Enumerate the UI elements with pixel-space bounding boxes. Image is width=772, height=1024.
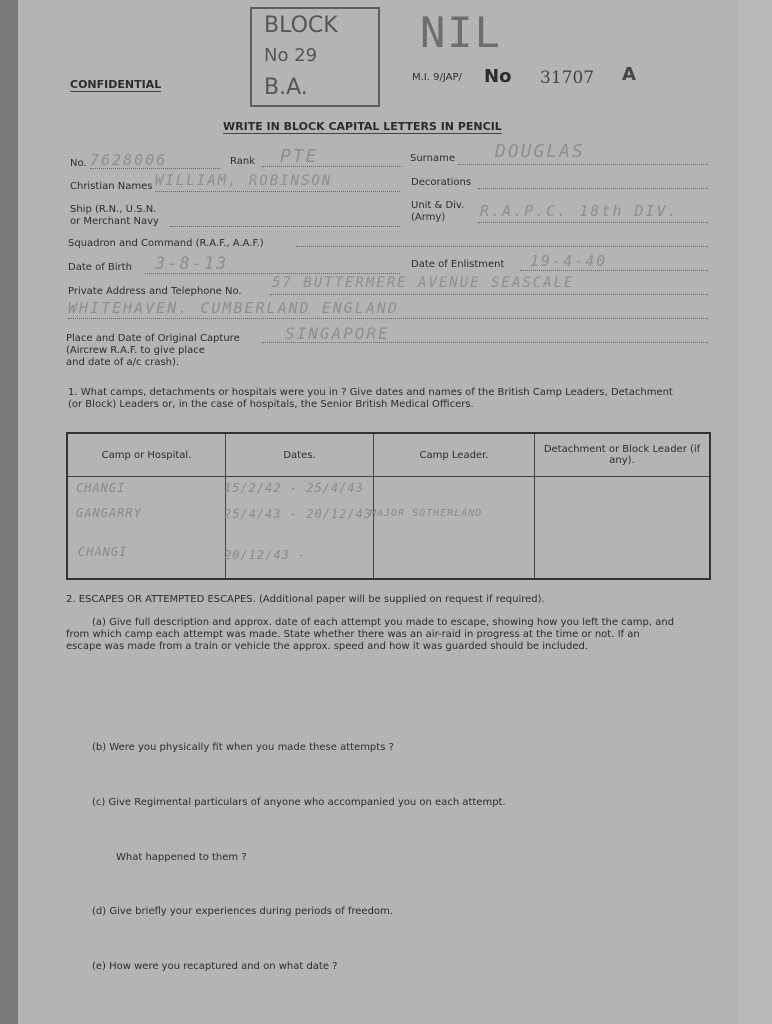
squadron-line <box>296 246 708 247</box>
surname-value: DOUGLAS <box>495 141 585 162</box>
section2-e: (e) How were you recaptured and on what date ? <box>92 961 338 972</box>
col-detachment-header: Detachment or Block Leader (if any). <box>535 433 711 477</box>
dob-line <box>145 273 400 274</box>
row2-leader: MAJOR SOTHERLAND <box>370 508 483 519</box>
no-label: No. <box>70 158 87 169</box>
camps-table <box>66 432 711 580</box>
ref-number: 31707 <box>540 68 595 88</box>
no-value: 7628006 <box>90 151 168 169</box>
address-line-1 <box>270 294 708 295</box>
enlistment-line <box>520 270 708 271</box>
squadron-label: Squadron and Command (R.A.F., A.A.F.) <box>68 238 264 249</box>
instruction-heading: WRITE IN BLOCK CAPITAL LETTERS IN PENCIL <box>223 120 502 133</box>
ref-prefix: M.I. 9/JAP/ <box>412 72 462 83</box>
row2-dates: 25/4/43 - 20/12/43 <box>224 507 373 521</box>
section1-line-2: (or Block) Leaders or, in the case of hospitals, the Senior British Medical Officers. <box>68 399 474 410</box>
row1-camp: CHANGI <box>76 481 126 495</box>
enlistment-value: 19-4-40 <box>530 252 608 270</box>
address-line-2 <box>68 318 708 319</box>
row2-camp: GANGARRY <box>76 506 142 520</box>
col-camp-header: Camp or Hospital. <box>67 433 226 477</box>
unit-value: R.A.P.C. 18th DIV. <box>480 202 679 220</box>
stamp-line-1: BLOCK <box>264 13 338 38</box>
capture-line <box>262 342 708 343</box>
row1-dates: 15/2/42 - 25/4/43 <box>224 481 364 495</box>
dob-label: Date of Birth <box>68 262 132 273</box>
address-value-1: 57 BUTTERMERE AVENUE SEASCALE <box>272 275 575 291</box>
nil-mark: NIL <box>420 8 502 57</box>
surname-line <box>458 164 708 165</box>
rank-value: PTE <box>280 146 319 167</box>
address-value-2: WHITEHAVEN. CUMBERLAND ENGLAND <box>68 299 399 317</box>
table-header-row <box>67 433 710 477</box>
section2-c: (c) Give Regimental particulars of anyone who accompanied you on each attempt. <box>92 797 506 808</box>
ref-no-label: No <box>484 66 512 87</box>
ship-line <box>170 226 400 227</box>
dob-value: 3-8-13 <box>155 254 229 274</box>
ship-label-2: or Merchant Navy <box>70 216 159 227</box>
address-label: Private Address and Telephone No. <box>68 286 242 297</box>
row3-dates: 20/12/43 - <box>224 548 307 562</box>
leader-cell <box>374 477 535 580</box>
col-leader-header: Camp Leader. <box>374 433 535 477</box>
table-row <box>67 477 710 580</box>
ref-suffix: A <box>622 64 636 85</box>
enlistment-label: Date of Enlistment <box>411 259 505 270</box>
section2-a-line-1: (a) Give full description and approx. date of each attempt you made to escape, showing how you left the camp, and <box>92 617 675 628</box>
unit-label-2: (Army) <box>411 212 446 223</box>
section2-a-line-3: escape was made from a train or vehicle the approx. speed and how it was guarded should be included. <box>66 641 589 652</box>
section2-b: (b) Were you physically fit when you made these attempts ? <box>92 742 394 753</box>
capture-value: SINGAPORE <box>285 324 390 343</box>
confidential-label: CONFIDENTIAL <box>70 78 162 91</box>
section2-c2: What happened to them ? <box>116 852 247 863</box>
decorations-line <box>478 188 708 189</box>
stamp-line-3: B.A. <box>264 75 308 100</box>
capture-label-2: (Aircrew R.A.F. to give place <box>66 345 205 356</box>
capture-label-3: and date of a/c crash). <box>66 357 180 368</box>
rank-label: Rank <box>230 156 255 167</box>
section1-line-1: 1. What camps, detachments or hospitals were you in ? Give dates and names of the British Camp Leaders, Detachment <box>68 387 673 398</box>
no-line <box>90 168 220 169</box>
section2-heading: 2. ESCAPES OR ATTEMPTED ESCAPES. (Additional paper will be supplied on request if required). <box>66 594 545 605</box>
detachment-cell <box>535 477 711 580</box>
unit-line <box>478 222 708 223</box>
section2-d: (d) Give briefly your experiences during periods of freedom. <box>92 906 393 917</box>
christian-names-value: WILLIAM, ROBINSON <box>155 173 333 189</box>
block-stamp <box>250 7 380 107</box>
surname-label: Surname <box>410 153 455 164</box>
capture-label-1: Place and Date of Original Capture <box>66 333 240 344</box>
row3-camp: CHANGI <box>78 545 128 559</box>
unit-label-1: Unit & Div. <box>411 200 465 211</box>
christian-names-line <box>155 191 400 192</box>
decorations-label: Decorations <box>411 177 472 188</box>
ship-label-1: Ship (R.N., U.S.N. <box>70 204 157 215</box>
christian-names-label: Christian Names <box>70 181 153 192</box>
stamp-line-2: No 29 <box>264 45 318 66</box>
col-dates-header: Dates. <box>226 433 374 477</box>
rank-line <box>262 166 402 167</box>
section2-a-line-2: from which camp each attempt was made. State whether there was an air-raid in progress at the time or not. If an <box>66 629 640 640</box>
